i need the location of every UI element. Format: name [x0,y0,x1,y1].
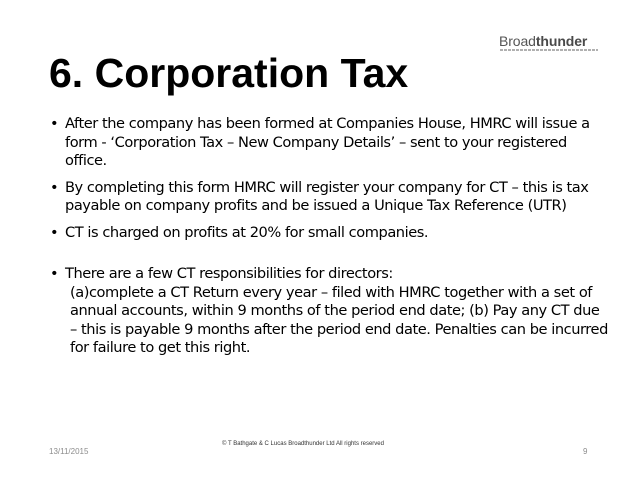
bullet-marker: • [50,223,59,241]
bullet-subtext: (a)complete a CT Return every year – filed with HMRC together with a set of annual accounts, within 9 months of the period end date; (b) Pay any CT due – this is payable 9 months after the period end date. Penalties can be incurred for failure to get this right. [70,283,608,356]
bullet-marker: • [50,178,59,196]
footer-copyright: © T Bathgate & C Lucas Broadthunder Ltd All rights reserved [222,441,384,447]
bullet-marker: • [50,265,59,282]
bullet-text: CT is charged on profits at 20% for small companies. [65,223,429,241]
logo-text-part2: thunder [535,33,588,49]
bullet-item [50,224,610,243]
logo-text-part1: Broad [499,33,536,49]
bullet-text: After the company has been formed at Companies House, HMRC will issue a form - ‘Corporation Tax – New Company Details’ – sent to your registered office. [65,115,590,169]
company-logo [499,33,621,55]
bullet-marker: • [50,115,59,132]
bullet-text: There are a few CT responsibilities for directors: [65,265,393,282]
bullet-item [50,115,610,171]
footer-page-number: 9 [583,447,588,456]
footer-date: 13/11/2015 [49,447,89,456]
bullet-text: By completing this form HMRC will register your company for CT – this is tax payable on company profits and be issued a Unique Tax Reference (UTR) [65,178,589,214]
logo-wordmark [499,33,587,49]
bullet-item [50,179,610,216]
bullet-list [50,115,610,358]
slide-title: 6. Corporation Tax [49,50,409,96]
logo-tagline-graphic [500,49,598,51]
bullet-item [50,265,610,358]
